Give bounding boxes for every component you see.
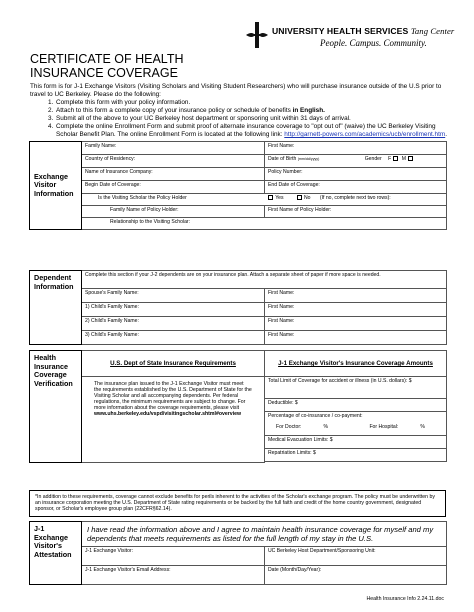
exchange-visitor-section <box>29 141 447 230</box>
org-name: UNIVERSITY HEALTH SERVICES Tang Center <box>272 26 455 36</box>
section-label-exchange: Exchange Visitor Information <box>30 142 82 230</box>
relationship-field[interactable]: Relationship to the Visiting Scholar: <box>82 218 447 230</box>
org-slogan: People. Campus. Community. <box>320 38 427 48</box>
policy-number-field[interactable]: Policy Number: <box>265 168 447 181</box>
child2-family-name-field[interactable]: 2) Child's Family Name: <box>82 317 265 331</box>
dos-requirements-heading: U.S. Dept of State Insurance Requirements <box>82 351 265 377</box>
coinsurance-field: Percentage of co-insurance / co-payment: For Doctor: % For Hospital: % <box>265 412 447 436</box>
step-item: 4. Complete the online Enrollment Form and submit proof of alternate insurance coverage to "opt out of" (waive) the UC Berkeley Visiting Scholar Benefit Plan. The online Enrollment Form is located at the following link: http://garnett-powers.com/academics/ucb/enrollment.htm. <box>48 123 447 138</box>
intro-text: This form is for J-1 Exchange Visitors (Visiting Scholars and Visiting Student Researchers) who will purchase insurance outside of the U.S prior to travel to UC Berkeley. Please do the following: <box>30 83 442 99</box>
deductible-field[interactable]: Deductible: $ <box>265 399 447 412</box>
page-title: CERTIFICATE OF HEALTH INSURANCE COVERAGE <box>30 52 184 80</box>
medevac-limit-field[interactable]: Medical Evacuation Limits: $ <box>265 436 447 449</box>
date-field[interactable]: Date (Month/Day/Year): <box>265 566 447 585</box>
first-name-field[interactable]: First Name: <box>265 142 447 155</box>
host-department-field[interactable]: UC Berkeley Host Department/Sponsoring Unit: <box>265 547 447 566</box>
begin-date-field[interactable]: Begin Date of Coverage: <box>82 181 265 194</box>
section-label-verification: Health Insurance Coverage Verification <box>30 351 82 463</box>
attestation-section <box>29 521 447 585</box>
step-item: 2. Attach to this form a complete copy of your insurance policy or schedule of benefits in English. <box>48 107 325 114</box>
signature-field[interactable]: J-1 Exchange Visitor: <box>82 547 265 566</box>
attestation-statement: I have read the information above and I agree to maintain health insurance coverage for myself and my dependents that meets requirements as listed for the full length of my stay in the U.S. <box>82 522 447 547</box>
gender-f-checkbox[interactable] <box>393 156 398 161</box>
child1-first-name-field[interactable]: First Name: <box>265 303 447 317</box>
requirements-note-text: *In addition to these requirements, coverage cannot exclude benefits for perils inherent to the activities of the Scholar's exchange program. The policy must be underwritten by an insurance corporation meeting the U.S. Department of State rating requirements or be backed by the full faith and credit of the home country government, designated sponsor, or Scholar's employee group plan (22CFR§62.14). <box>30 491 446 517</box>
child3-family-name-field[interactable]: 3) Child's Family Name: <box>82 331 265 345</box>
child2-first-name-field[interactable]: First Name: <box>265 317 447 331</box>
holder-no-checkbox[interactable] <box>297 195 302 200</box>
child1-family-name-field[interactable]: 1) Child's Family Name: <box>82 303 265 317</box>
holder-family-name-field[interactable]: Family Name of Policy Holder: <box>82 206 265 218</box>
gender-m-checkbox[interactable] <box>408 156 413 161</box>
insurance-company-field[interactable]: Name of Insurance Company: <box>82 168 265 181</box>
doctor-pct-field[interactable]: For Doctor: <box>276 424 302 430</box>
dependent-note: Complete this section if your J-2 dependents are on your insurance plan. Attach a separate sheet of paper if more space is needed. <box>82 271 447 289</box>
requirements-note <box>29 490 446 517</box>
spouse-family-name-field[interactable]: Spouse's Family Name: <box>82 289 265 303</box>
dob-field[interactable]: Date of Birth <box>268 156 297 162</box>
step-item: 3. Submit all of the above to your UC Berkeley host department or sponsoring unit within 31 days of arrival. <box>48 115 351 122</box>
spouse-first-name-field[interactable]: First Name: <box>265 289 447 303</box>
total-limit-field[interactable]: Total Limit of Coverage for accident or illness (in U.S. dollars): $ <box>265 377 447 399</box>
dependent-section <box>29 270 447 345</box>
end-date-field[interactable]: End Date of Coverage: <box>265 181 447 194</box>
instruction-steps <box>48 99 450 139</box>
dos-requirements-text: The insurance plan issued to the J-1 Exchange Visitor must meet the requirements established by the U.S. Department of State for the Visiting Scholar and all accompanying dependents. Per federal regulations, the minimum requirements are subject to change. For more information about the coverage requirements, please visit www.uhs.berkeley.edu/vspd/visitingscholar.shtml#overview <box>82 377 265 463</box>
policy-holder-row: Is the Visiting Scholar the Policy Holder Yes No (If no, complete next two rows): <box>82 194 447 206</box>
child3-first-name-field[interactable]: First Name: <box>265 331 447 345</box>
step-item: 1. Complete this form with your policy information. <box>48 99 191 106</box>
family-name-field[interactable]: Family Name: <box>82 142 265 155</box>
country-field[interactable]: Country of Residency: <box>82 155 265 168</box>
enrollment-link[interactable]: http://garnett-powers.com/academics/ucb/enrollment.htm <box>284 131 446 138</box>
repatriation-limit-field[interactable]: Repatriation Limits: $ <box>265 449 447 462</box>
holder-first-name-field[interactable]: First Name of Policy Holder: <box>265 206 447 218</box>
section-label-attestation: J-1 Exchange Visitor's Attestation <box>30 522 82 585</box>
section-label-dependent: Dependent Information <box>30 271 82 345</box>
uhs-logo-icon <box>244 22 270 48</box>
hospital-pct-field[interactable]: For Hospital: <box>369 424 399 430</box>
dob-gender-row: Date of Birth (mm/dd/yyyy) Gender F M <box>265 155 447 168</box>
verification-section <box>29 350 447 463</box>
email-field[interactable]: J-1 Exchange Visitor's Email Address: <box>82 566 265 585</box>
holder-yes-checkbox[interactable] <box>268 195 273 200</box>
requirements-url[interactable]: www.uhs.berkeley.edu/vspd/visitingscholar.shtml#overview <box>94 411 242 417</box>
coverage-amounts-heading: J-1 Exchange Visitor's Insurance Coverage Amounts <box>265 351 447 377</box>
footer-filename: Health Insurance Info 2.24.11.doc <box>366 596 444 602</box>
